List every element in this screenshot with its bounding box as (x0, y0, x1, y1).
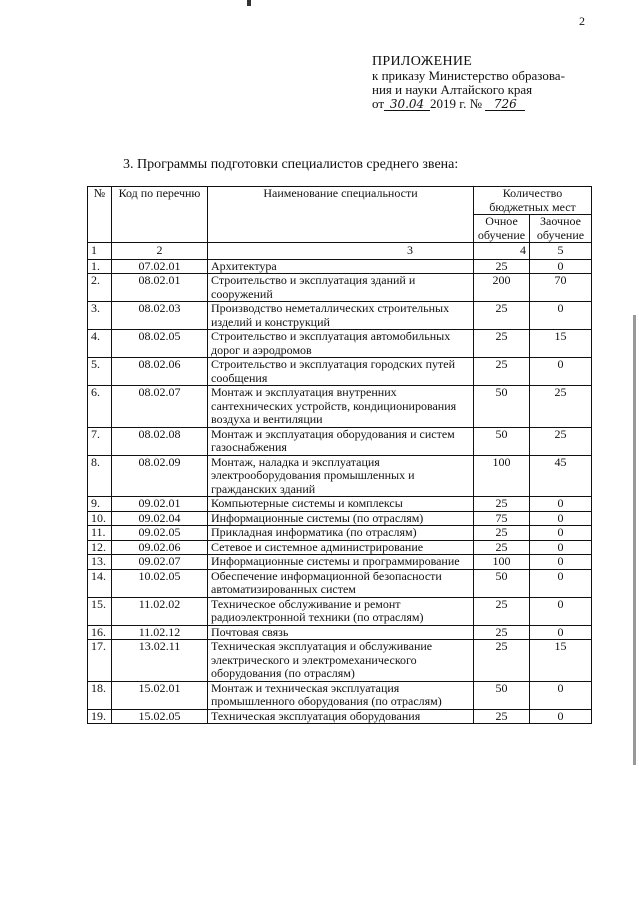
row-name: Производство неметаллических строительных изделий и конструкций (208, 302, 474, 330)
row-code: 11.02.12 (112, 625, 208, 640)
table-row (88, 555, 592, 570)
row-code: 08.02.09 (112, 455, 208, 497)
index-cell: 1 (88, 243, 112, 260)
row-name: Монтаж и техническая эксплуатация промышленного оборудования (по отраслям) (208, 681, 474, 709)
scan-margin-shadow (633, 315, 636, 765)
row-name: Строительство и эксплуатация зданий и сооружений (208, 274, 474, 302)
row-name: Архитектура (208, 259, 474, 274)
row-fulltime: 75 (474, 511, 530, 526)
table-row (88, 274, 592, 302)
row-name: Строительство и эксплуатация автомобильных дорог и аэродромов (208, 330, 474, 358)
date-prefix: от (372, 96, 385, 111)
table-row (88, 569, 592, 597)
row-number: 5. (88, 358, 112, 386)
row-parttime: 0 (530, 681, 592, 709)
row-fulltime: 25 (474, 640, 530, 682)
row-fulltime: 50 (474, 569, 530, 597)
row-number: 19. (88, 709, 112, 724)
table-row (88, 511, 592, 526)
row-parttime: 15 (530, 640, 592, 682)
row-parttime: 0 (530, 358, 592, 386)
row-code: 11.02.02 (112, 597, 208, 625)
row-fulltime: 25 (474, 302, 530, 330)
page-number: 2 (579, 14, 585, 28)
row-code: 08.02.06 (112, 358, 208, 386)
row-name: Монтаж и эксплуатация оборудования и систем газоснабжения (208, 427, 474, 455)
row-number: 13. (88, 555, 112, 570)
row-number: 1. (88, 259, 112, 274)
row-fulltime: 100 (474, 455, 530, 497)
header-num: № (88, 187, 112, 243)
header-row (88, 187, 592, 215)
row-parttime: 0 (530, 569, 592, 597)
row-number: 17. (88, 640, 112, 682)
row-number: 8. (88, 455, 112, 497)
row-parttime: 0 (530, 511, 592, 526)
row-parttime: 0 (530, 302, 592, 330)
index-cell: 4 (474, 243, 530, 260)
table-row (88, 597, 592, 625)
appendix-line-1: к приказу Министерство образова- (372, 68, 565, 83)
row-code: 09.02.04 (112, 511, 208, 526)
handwritten-number: 726 (485, 98, 525, 111)
row-code: 08.02.01 (112, 274, 208, 302)
column-index-row (88, 243, 592, 260)
row-fulltime: 25 (474, 597, 530, 625)
section-title: 3. Программы подготовки специалистов среднего звена: (123, 157, 459, 172)
index-cell: 3 (208, 243, 474, 260)
row-number: 16. (88, 625, 112, 640)
row-name: Сетевое и системное администрирование (208, 540, 474, 555)
year-text: 2019 г. № (430, 96, 483, 111)
table-row (88, 709, 592, 724)
row-number: 15. (88, 597, 112, 625)
row-code: 15.02.01 (112, 681, 208, 709)
row-parttime: 45 (530, 455, 592, 497)
header-parttime: Заочное обучение (530, 215, 592, 243)
row-number: 18. (88, 681, 112, 709)
row-parttime: 25 (530, 427, 592, 455)
table-row (88, 330, 592, 358)
row-name: Техническое обслуживание и ремонт радиоэлектронной техники (по отраслям) (208, 597, 474, 625)
row-number: 12. (88, 540, 112, 555)
row-fulltime: 50 (474, 681, 530, 709)
row-fulltime: 200 (474, 274, 530, 302)
row-number: 6. (88, 386, 112, 428)
row-code: 15.02.05 (112, 709, 208, 724)
row-name: Монтаж, наладка и эксплуатация электрооборудования промышленных и гражданских зданий (208, 455, 474, 497)
row-code: 09.02.07 (112, 555, 208, 570)
appendix-date-line (372, 97, 612, 111)
row-code: 08.02.05 (112, 330, 208, 358)
table-row (88, 681, 592, 709)
table-row (88, 427, 592, 455)
row-number: 4. (88, 330, 112, 358)
row-code: 07.02.01 (112, 259, 208, 274)
row-code: 09.02.06 (112, 540, 208, 555)
table-row (88, 455, 592, 497)
row-fulltime: 25 (474, 540, 530, 555)
row-fulltime: 25 (474, 358, 530, 386)
table-row (88, 358, 592, 386)
row-code: 10.02.05 (112, 569, 208, 597)
row-name: Почтовая связь (208, 625, 474, 640)
handwritten-date: 30.04 (384, 98, 430, 111)
row-number: 11. (88, 526, 112, 541)
row-number: 3. (88, 302, 112, 330)
table-row (88, 386, 592, 428)
table-row (88, 640, 592, 682)
row-number: 10. (88, 511, 112, 526)
row-fulltime: 25 (474, 497, 530, 512)
row-code: 08.02.08 (112, 427, 208, 455)
row-fulltime: 50 (474, 427, 530, 455)
row-parttime: 25 (530, 386, 592, 428)
index-cell: 5 (530, 243, 592, 260)
row-fulltime: 25 (474, 330, 530, 358)
row-code: 09.02.05 (112, 526, 208, 541)
row-fulltime: 100 (474, 555, 530, 570)
row-parttime: 0 (530, 555, 592, 570)
appendix-block (372, 55, 612, 111)
row-number: 7. (88, 427, 112, 455)
scan-mark (247, 0, 251, 6)
table-row (88, 302, 592, 330)
row-name: Техническая эксплуатация и обслуживание электрического и электромеханического оборудования (по отраслям) (208, 640, 474, 682)
row-parttime: 0 (530, 259, 592, 274)
header-name: Наименование специальности (208, 187, 474, 243)
row-name: Прикладная информатика (по отраслям) (208, 526, 474, 541)
row-code: 08.02.07 (112, 386, 208, 428)
table-row (88, 625, 592, 640)
header-budget: Количество бюджетных мест (474, 187, 592, 215)
appendix-title: ПРИЛОЖЕНИЕ (372, 54, 473, 69)
row-parttime: 0 (530, 709, 592, 724)
programs-table (87, 186, 592, 724)
row-name: Информационные системы (по отраслям) (208, 511, 474, 526)
table-row (88, 259, 592, 274)
index-cell: 2 (112, 243, 208, 260)
table-row (88, 497, 592, 512)
row-code: 08.02.03 (112, 302, 208, 330)
row-number: 2. (88, 274, 112, 302)
row-number: 9. (88, 497, 112, 512)
row-fulltime: 25 (474, 625, 530, 640)
row-fulltime: 50 (474, 386, 530, 428)
table-row (88, 540, 592, 555)
row-code: 13.02.11 (112, 640, 208, 682)
row-name: Информационные системы и программирование (208, 555, 474, 570)
row-parttime: 0 (530, 540, 592, 555)
row-fulltime: 25 (474, 526, 530, 541)
table-row (88, 526, 592, 541)
header-fulltime: Очное обучение (474, 215, 530, 243)
row-name: Компьютерные системы и комплексы (208, 497, 474, 512)
row-parttime: 15 (530, 330, 592, 358)
row-name: Обеспечение информационной безопасности автоматизированных систем (208, 569, 474, 597)
header-code: Код по перечню (112, 187, 208, 243)
row-code: 09.02.01 (112, 497, 208, 512)
row-fulltime: 25 (474, 709, 530, 724)
row-number: 14. (88, 569, 112, 597)
row-name: Монтаж и эксплуатация внутренних сантехнических устройств, кондиционирования воздуха и вентиляции (208, 386, 474, 428)
row-parttime: 0 (530, 497, 592, 512)
row-parttime: 70 (530, 274, 592, 302)
appendix-line-2: ния и науки Алтайского края (372, 82, 533, 97)
row-parttime: 0 (530, 526, 592, 541)
row-parttime: 0 (530, 597, 592, 625)
row-name: Строительство и эксплуатация городских путей сообщения (208, 358, 474, 386)
row-name: Техническая эксплуатация оборудования (208, 709, 474, 724)
row-parttime: 0 (530, 625, 592, 640)
row-fulltime: 25 (474, 259, 530, 274)
